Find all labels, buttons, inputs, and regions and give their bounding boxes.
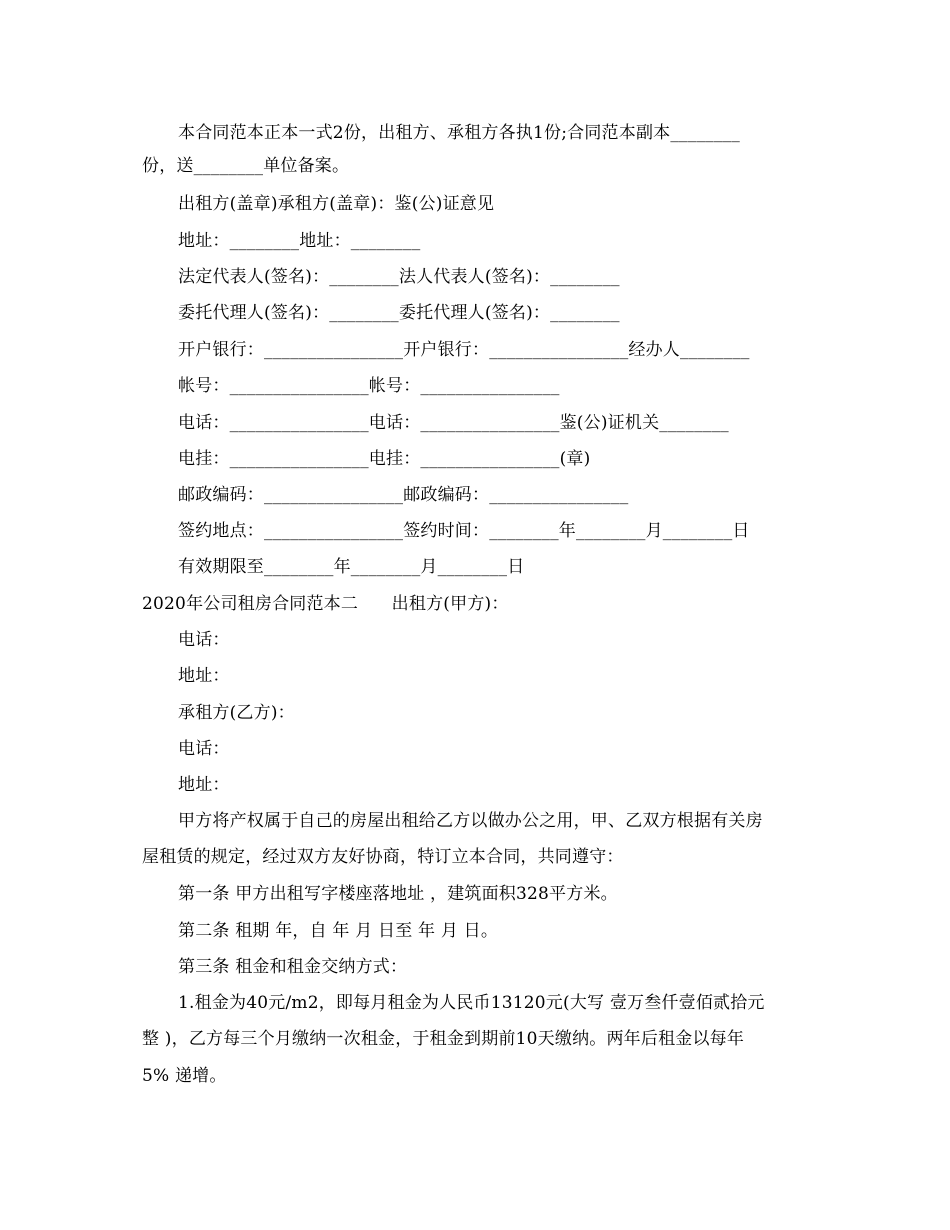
text-line-5: 法定代表人(签名)：________法人代表人(签名)：________ — [178, 267, 620, 287]
text-line-20: 甲方将产权属于自己的房屋出租给乙方以做办公之用，甲、乙双方根据有关房 — [178, 811, 763, 831]
text-line-9: 电话：________________电话：________________鉴(公)证机关________ — [178, 413, 729, 433]
text-line-23: 第二条 租期 年，自 年 月 日至 年 月 日。 — [178, 921, 499, 941]
text-line-6: 委托代理人(签名)：________委托代理人(签名)：________ — [178, 303, 620, 323]
text-line-13: 有效期限至________年________月________日 — [178, 557, 525, 577]
text-line-2: 份，送________单位备案。 — [142, 156, 350, 176]
text-line-10: 电挂：________________电挂：________________(章) — [178, 449, 591, 469]
text-line-3: 出租方(盖章)承租方(盖章)：鉴(公)证意见 — [178, 194, 495, 214]
text-line-24: 第三条 租金和租金交纳方式： — [178, 957, 408, 977]
text-line-27: 5% 递增。 — [142, 1066, 227, 1086]
text-line-22: 第一条 甲方出租写字楼座落地址 ，建筑面积328平方米。 — [178, 884, 618, 904]
text-line-18: 电话： — [178, 739, 230, 759]
text-line-4: 地址：________地址：________ — [178, 231, 421, 251]
text-line-16: 地址： — [178, 666, 230, 686]
text-line-15: 电话： — [178, 630, 230, 650]
text-line-14: 2020年公司租房合同范本二 出租方(甲方)： — [142, 594, 509, 614]
text-line-19: 地址： — [178, 775, 230, 795]
text-line-25: 1.租金为40元/m2，即每月租金为人民币13120元(大写 壹万叁仟壹佰贰拾元 — [178, 993, 765, 1013]
text-line-12: 签约地点：________________签约时间：________年________月________日 — [178, 521, 750, 541]
text-line-21: 屋租赁的规定，经过双方友好协商，特订立本合同，共同遵守： — [142, 847, 624, 867]
text-line-11: 邮政编码：________________邮政编码：________________ — [178, 485, 629, 505]
text-line-8: 帐号：________________帐号：________________ — [178, 376, 560, 396]
text-line-17: 承租方(乙方)： — [178, 703, 295, 723]
text-line-26: 整 )，乙方每三个月缴纳一次租金，于租金到期前10天缴纳。两年后租金以每年 — [142, 1029, 745, 1049]
text-line-1: 本合同范本正本一式2份，出租方、承租方各执1份;合同范本副本________ — [178, 123, 740, 143]
text-line-7: 开户银行：________________开户银行：________________经办人________ — [178, 340, 750, 360]
